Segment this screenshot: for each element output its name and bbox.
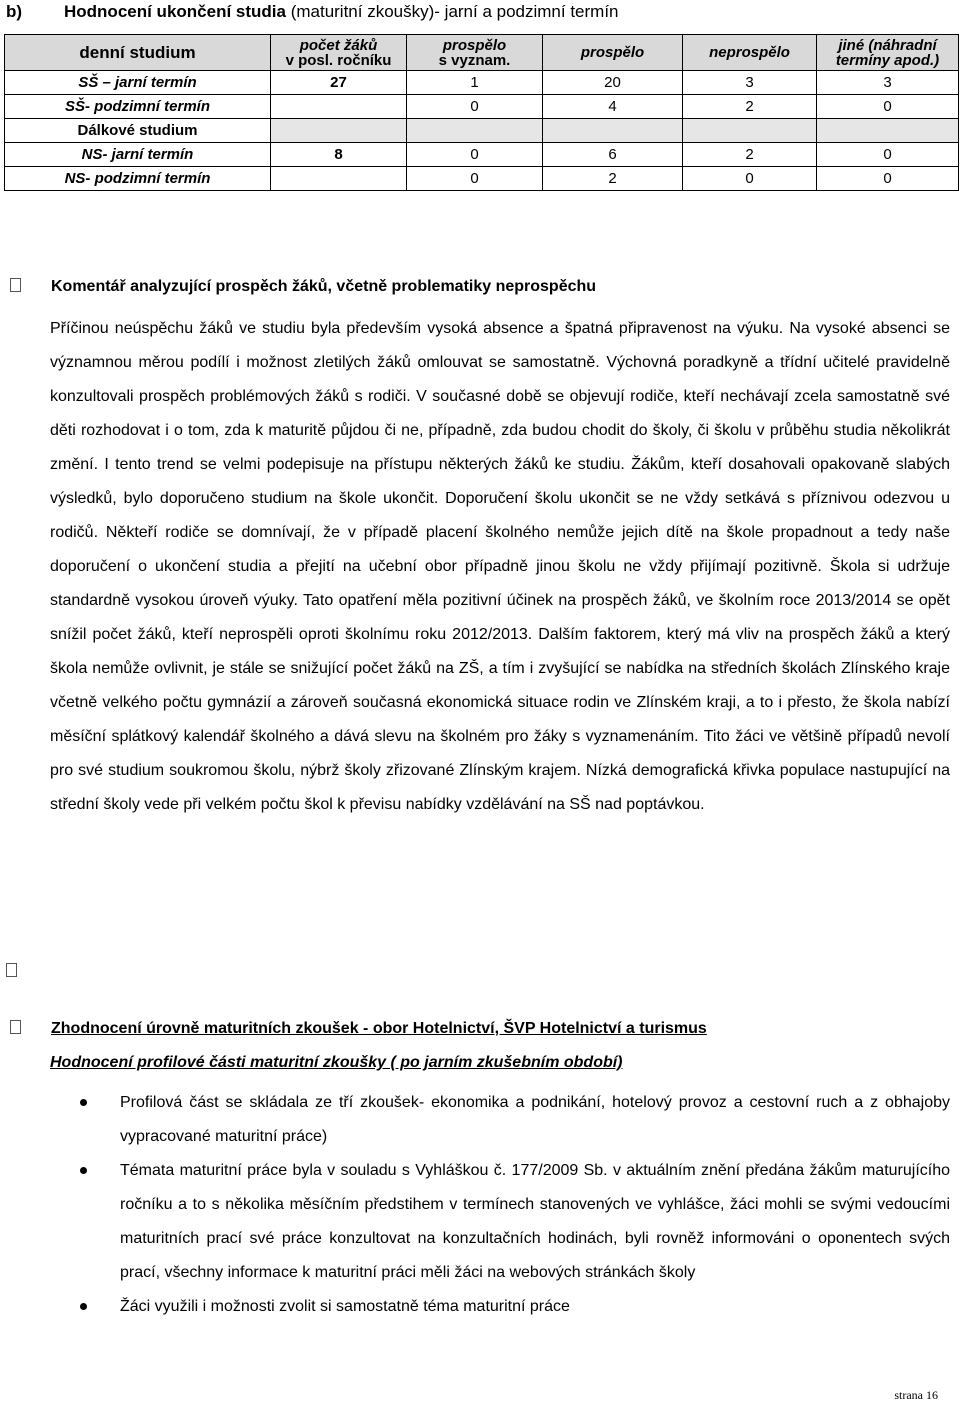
row-value: 0 (407, 143, 543, 167)
row-value: 3 (817, 71, 959, 95)
section-letter: b) (6, 2, 23, 21)
section2-subtitle: Hodnocení profilové části maturitní zkoušky ( po jarním zkušebním období) (50, 1054, 623, 1071)
section-dalkove-studium: Dálkové studium (5, 119, 271, 143)
row-count: 8 (271, 143, 407, 167)
table-row (5, 95, 959, 119)
row-label: NS- jarní termín (5, 143, 271, 167)
checkbox-glyph-icon (6, 963, 17, 977)
comment-text: Příčinou neúspěchu žáků ve studiu byla především vysoká absence a špatná připravenost na výuku. Na vysoké absenci se významnou měrou podílí i možnost zletilých žáků omlouvat se samostatně. Výchovná poradkyně a třídní učitelé pravidelně konzultovali prospěch problémových žáků s rodiči. V současné době se objevují rodiče, kteří nechávají zcela samostatně své děti rozhodovat i o tom, zda k maturitě půjdou či ne, případně, zda budou chodit do školy, či školu v průběhu studia několikrát změní. I tento trend se velmi podepisuje na přístupu některých žáků ke studiu. Žákům, kteří dosahovali opakovaně slabých výsledků, bylo doporučeno studium na škole ukončit. Doporučení školu ukončit se ne vždy setkává s příznivou odezvou u rodičů. Někteří rodiče se domnívají, že v případě placení školného nemůže jejich dítě na škole propadnout a tedy naše doporučení o ukončení studia a přejití na učební obor případně jinou školu ne vždy přijímají pozitivně. Škola si udržuje standardně vysokou úroveň výuky. Tato opatření měla pozitivní účinek na prospěch žáků, ve školním roce 2013/2014 se opět snížil počet žáků, kteří neprospěli oproti školnímu roku 2012/2013. Dalším faktorem, který má vliv na prospěch žáků a který škola nemůže ovlivnit, je stále se snižující počet žáků na ZŠ, a tím i zvyšující se nabídka na středních školách Zlínského kraje včetně velkého počtu gymnázií a zároveň současná ekonomická situace rodin ve Zlínském kraji, a to i přesto, že škola nabízí měsíční splátkový kalendář školného a dává slevu na školném pro žáky s vyznamenáním. Tito žáci ve většině případů nevolí pro své studium soukromou školu, nýbrž školy zřizované Zlínským krajem. Nízká demografická křivka populace nastupující na střední školy vede při velkém počtu škol k převisu nabídky vzdělávání na SŠ nad poptávkou. (50, 320, 950, 813)
header-pocet-zaku: počet žáků v posl. ročníku (271, 35, 407, 71)
row-value: 1 (407, 71, 543, 95)
row-value: 4 (543, 95, 683, 119)
row-value: 3 (683, 71, 817, 95)
row-value: 0 (817, 95, 959, 119)
list-item: Žáci využili i možnosti zvolit si samostatně téma maturitní práce (80, 1290, 950, 1324)
comment-paragraph (50, 312, 950, 822)
table-section-row (5, 119, 959, 143)
row-value: 20 (543, 71, 683, 95)
bullet-icon (80, 1167, 87, 1174)
row-value: 2 (543, 167, 683, 191)
row-value: 2 (683, 95, 817, 119)
table-row (5, 143, 959, 167)
header-denni-studium: denní studium (5, 35, 271, 71)
row-value: 0 (817, 143, 959, 167)
header-prospelo: prospělo (543, 35, 683, 71)
row-value: 0 (407, 167, 543, 191)
table-row (5, 71, 959, 95)
bullet-list (80, 1086, 950, 1324)
list-item: Profilová část se skládala ze tří zkoušek- ekonomika a podnikání, hotelový provoz a cestovní ruch a z obhajoby vypracované maturitní práce) (80, 1086, 950, 1154)
section-heading (6, 2, 619, 22)
checkbox-glyph-icon (10, 278, 21, 292)
row-label: NS- podzimní termín (5, 167, 271, 191)
results-table (4, 34, 959, 191)
section-heading-bold: Hodnocení ukončení studia (64, 2, 286, 21)
section2-title: Zhodnocení úrovně maturitních zkoušek - obor Hotelnictví, ŠVP Hotelnictví a turismus (10, 1020, 707, 1038)
row-label: SŠ – jarní termín (5, 71, 271, 95)
row-value: 0 (683, 167, 817, 191)
row-value: 0 (817, 167, 959, 191)
header-prospelo-s-vyznam: prospělo s vyznam. (407, 35, 543, 71)
row-count (271, 167, 407, 191)
row-value: 2 (683, 143, 817, 167)
row-value: 6 (543, 143, 683, 167)
bullet-icon (80, 1303, 87, 1310)
row-count (271, 95, 407, 119)
comment-title: Komentář analyzující prospěch žáků, včetně problematiky neprospěchu (10, 278, 596, 296)
checkbox-glyph-icon (10, 1020, 21, 1034)
header-neprospelo: neprospělo (683, 35, 817, 71)
header-jine: jiné (náhradní termíny apod.) (817, 35, 959, 71)
page-number: strana 16 (894, 1388, 938, 1402)
table-header-row (5, 35, 959, 71)
bullet-icon (80, 1099, 87, 1106)
row-value: 0 (407, 95, 543, 119)
section-heading-normal: (maturitní zkoušky)- jarní a podzimní termín (285, 2, 619, 21)
list-item: Témata maturitní práce byla v souladu s Vyhláškou č. 177/2009 Sb. v aktuálním znění předána žákům maturujícího ročníku a to s několika měsíčním předstihem v termínech stanovených ve vyhlášce, žáci mohli se svými vedoucími maturitních prací své práce konzultovat na konzultačních hodinách, byli rovněž informováni o oponentech svých prací, všechny informace k maturitní práci měli žáci na webových stránkách školy (80, 1154, 950, 1290)
row-count: 27 (271, 71, 407, 95)
table-row (5, 167, 959, 191)
row-label: SŠ- podzimní termín (5, 95, 271, 119)
